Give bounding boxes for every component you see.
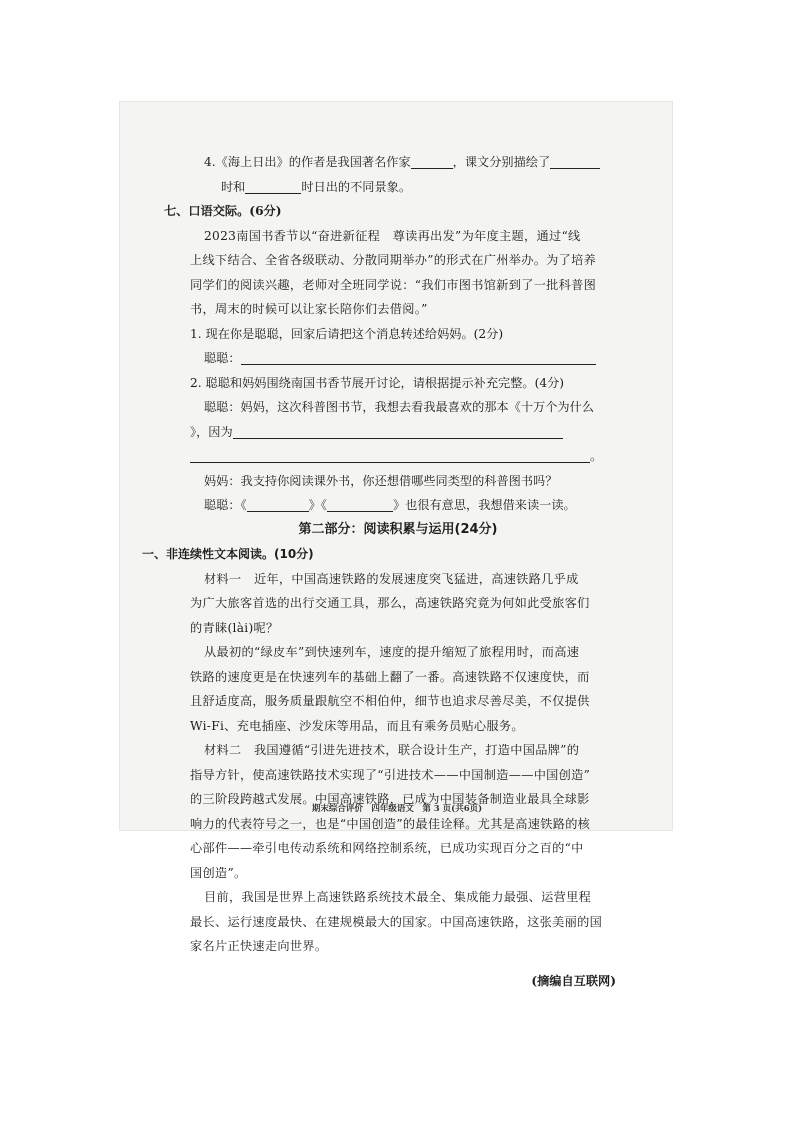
material-line-11: 响力的代表符号之一，也是“中国创造”的最佳诠释。尤其是高速铁路的核 xyxy=(190,816,591,831)
reason-blank-1[interactable] xyxy=(233,423,563,439)
question-4-line-1 xyxy=(178,150,618,175)
material-line-15: 最长、运行速度最快、在建规模最大的国家。中国高速铁路，这张美丽的国 xyxy=(190,914,603,929)
reply-mid: 》《 xyxy=(308,498,327,512)
passage-line-2: 上线下结合、全省各级联动、分散同期举办”的形式在广州举办。为了培养 xyxy=(190,253,597,267)
material-line-14: 目前，我国是世界上高速铁路系统技术最全、集成能力最强、运营里程 xyxy=(204,890,592,904)
oral-question-1: 1. 现在你是聪聪，回家后请把这个消息转述给妈妈。(2分) xyxy=(190,326,504,341)
question-4-text-3: 时和 xyxy=(221,179,246,194)
material-line-4: 从最初的“绿皮车”到快速列车，速度的提升缩短了旅程用时，而高速 xyxy=(204,645,580,659)
material-line-2: 为广大旅客首选的出行交通工具，那么，高速铁路究竟为何如此受旅客们 xyxy=(190,596,590,610)
oral-answer-2-line-3 xyxy=(178,444,618,469)
material-line-12: 心部件——牵引电传动系统和网络控制系统，已成功实现百分之百的“中 xyxy=(190,841,584,855)
oral-answer-1-line xyxy=(178,346,618,371)
mom-line: 妈妈：我支持你阅读课外书，你还想借哪些同类型的科普图书吗？ xyxy=(204,473,558,488)
material-line-1: 材料一 近年，中国高速铁路的发展速度突飞猛进，高速铁路几乎成 xyxy=(204,571,579,586)
material-line-8: 材料二 我国遵循“引进先进技术，联合设计生产，打造中国品牌”的 xyxy=(204,743,580,757)
oral-answer-2-line-2 xyxy=(178,420,618,445)
material-line-16: 家名片正快速走向世界。 xyxy=(190,939,328,953)
section-1-heading: 一、非连续性文本阅读。(10分) xyxy=(142,547,314,561)
question-4-line-2 xyxy=(178,175,618,200)
scene-blank-1[interactable] xyxy=(550,153,600,169)
material-line-10: 的三阶段跨越式发展。中国高速铁路，已成为中国装备制造业最具全球影 xyxy=(190,792,590,806)
question-4-text-2: ，课文分别描绘了 xyxy=(452,155,551,169)
material-line-3: 的青睐(lài)呢？ xyxy=(190,620,279,635)
page-footer: 期末综合评价 四年级语文 第 3 页(共6页) xyxy=(311,804,483,814)
passage-line-1: 2023南国书香节以“奋进新征程 尊读再出发”为年度主题，通过“线 xyxy=(204,228,581,243)
reply-open: 聪聪：《 xyxy=(204,498,247,512)
book-blank-1[interactable] xyxy=(247,496,309,512)
reply-close: 》也很有意思，我想借来读一读。 xyxy=(392,498,576,512)
material-line-6: 且舒适度高，服务质量跟航空不相伯仲，细节也追求尽善尽美，不仅提供 xyxy=(190,694,590,708)
reason-blank-2[interactable] xyxy=(190,447,590,463)
material-line-7: Wi-Fi、充电插座、沙发床等用品，而且有乘务员贴心服务。 xyxy=(190,718,524,733)
oral-answer-2-line-1: 聪聪：妈妈，这次科普图书节，我想去看我最喜欢的那本《十万个为什么 xyxy=(204,400,594,414)
period-mark: 。 xyxy=(590,449,603,463)
book-reply-line xyxy=(178,493,618,518)
scene-blank-2[interactable] xyxy=(245,178,301,194)
author-blank[interactable] xyxy=(411,153,453,169)
speaker-label: 聪聪： xyxy=(204,351,241,365)
material-line-5: 铁路的速度更是在快速列车的基础上翻了一番。高速铁路不仅速度快，而 xyxy=(190,669,590,684)
section-7-heading: 七、口语交际。(6分) xyxy=(164,204,282,218)
part-2-heading: 第二部分：阅读积累与运用(24分) xyxy=(298,521,498,537)
answer-blank-1[interactable] xyxy=(241,349,596,365)
source-note: (摘编自互联网) xyxy=(531,973,616,988)
material-line-13: 国创造”。 xyxy=(190,865,247,880)
because-text: 》，因为 xyxy=(190,424,233,439)
question-4-text-4: 时日出的不同景象。 xyxy=(301,179,412,194)
exam-content xyxy=(142,150,618,993)
oral-question-2: 2. 聪聪和妈妈围绕南国书香节展开讨论，请根据提示补充完整。(4分) xyxy=(190,375,565,390)
question-4-text: 4.《海上日出》的作者是我国著名作家 xyxy=(204,155,411,169)
material-line-9: 指导方针，使高速铁路技术实现了“引进技术——中国制造——中国创造” xyxy=(190,767,591,782)
passage-line-3: 同学们的阅读兴趣，老师对全班同学说：“我们市图书馆新到了一批科普图 xyxy=(190,277,597,292)
passage-line-4: 书，周末的时候可以让家长陪你们去借阅。” xyxy=(190,302,428,316)
book-blank-2[interactable] xyxy=(327,496,393,512)
